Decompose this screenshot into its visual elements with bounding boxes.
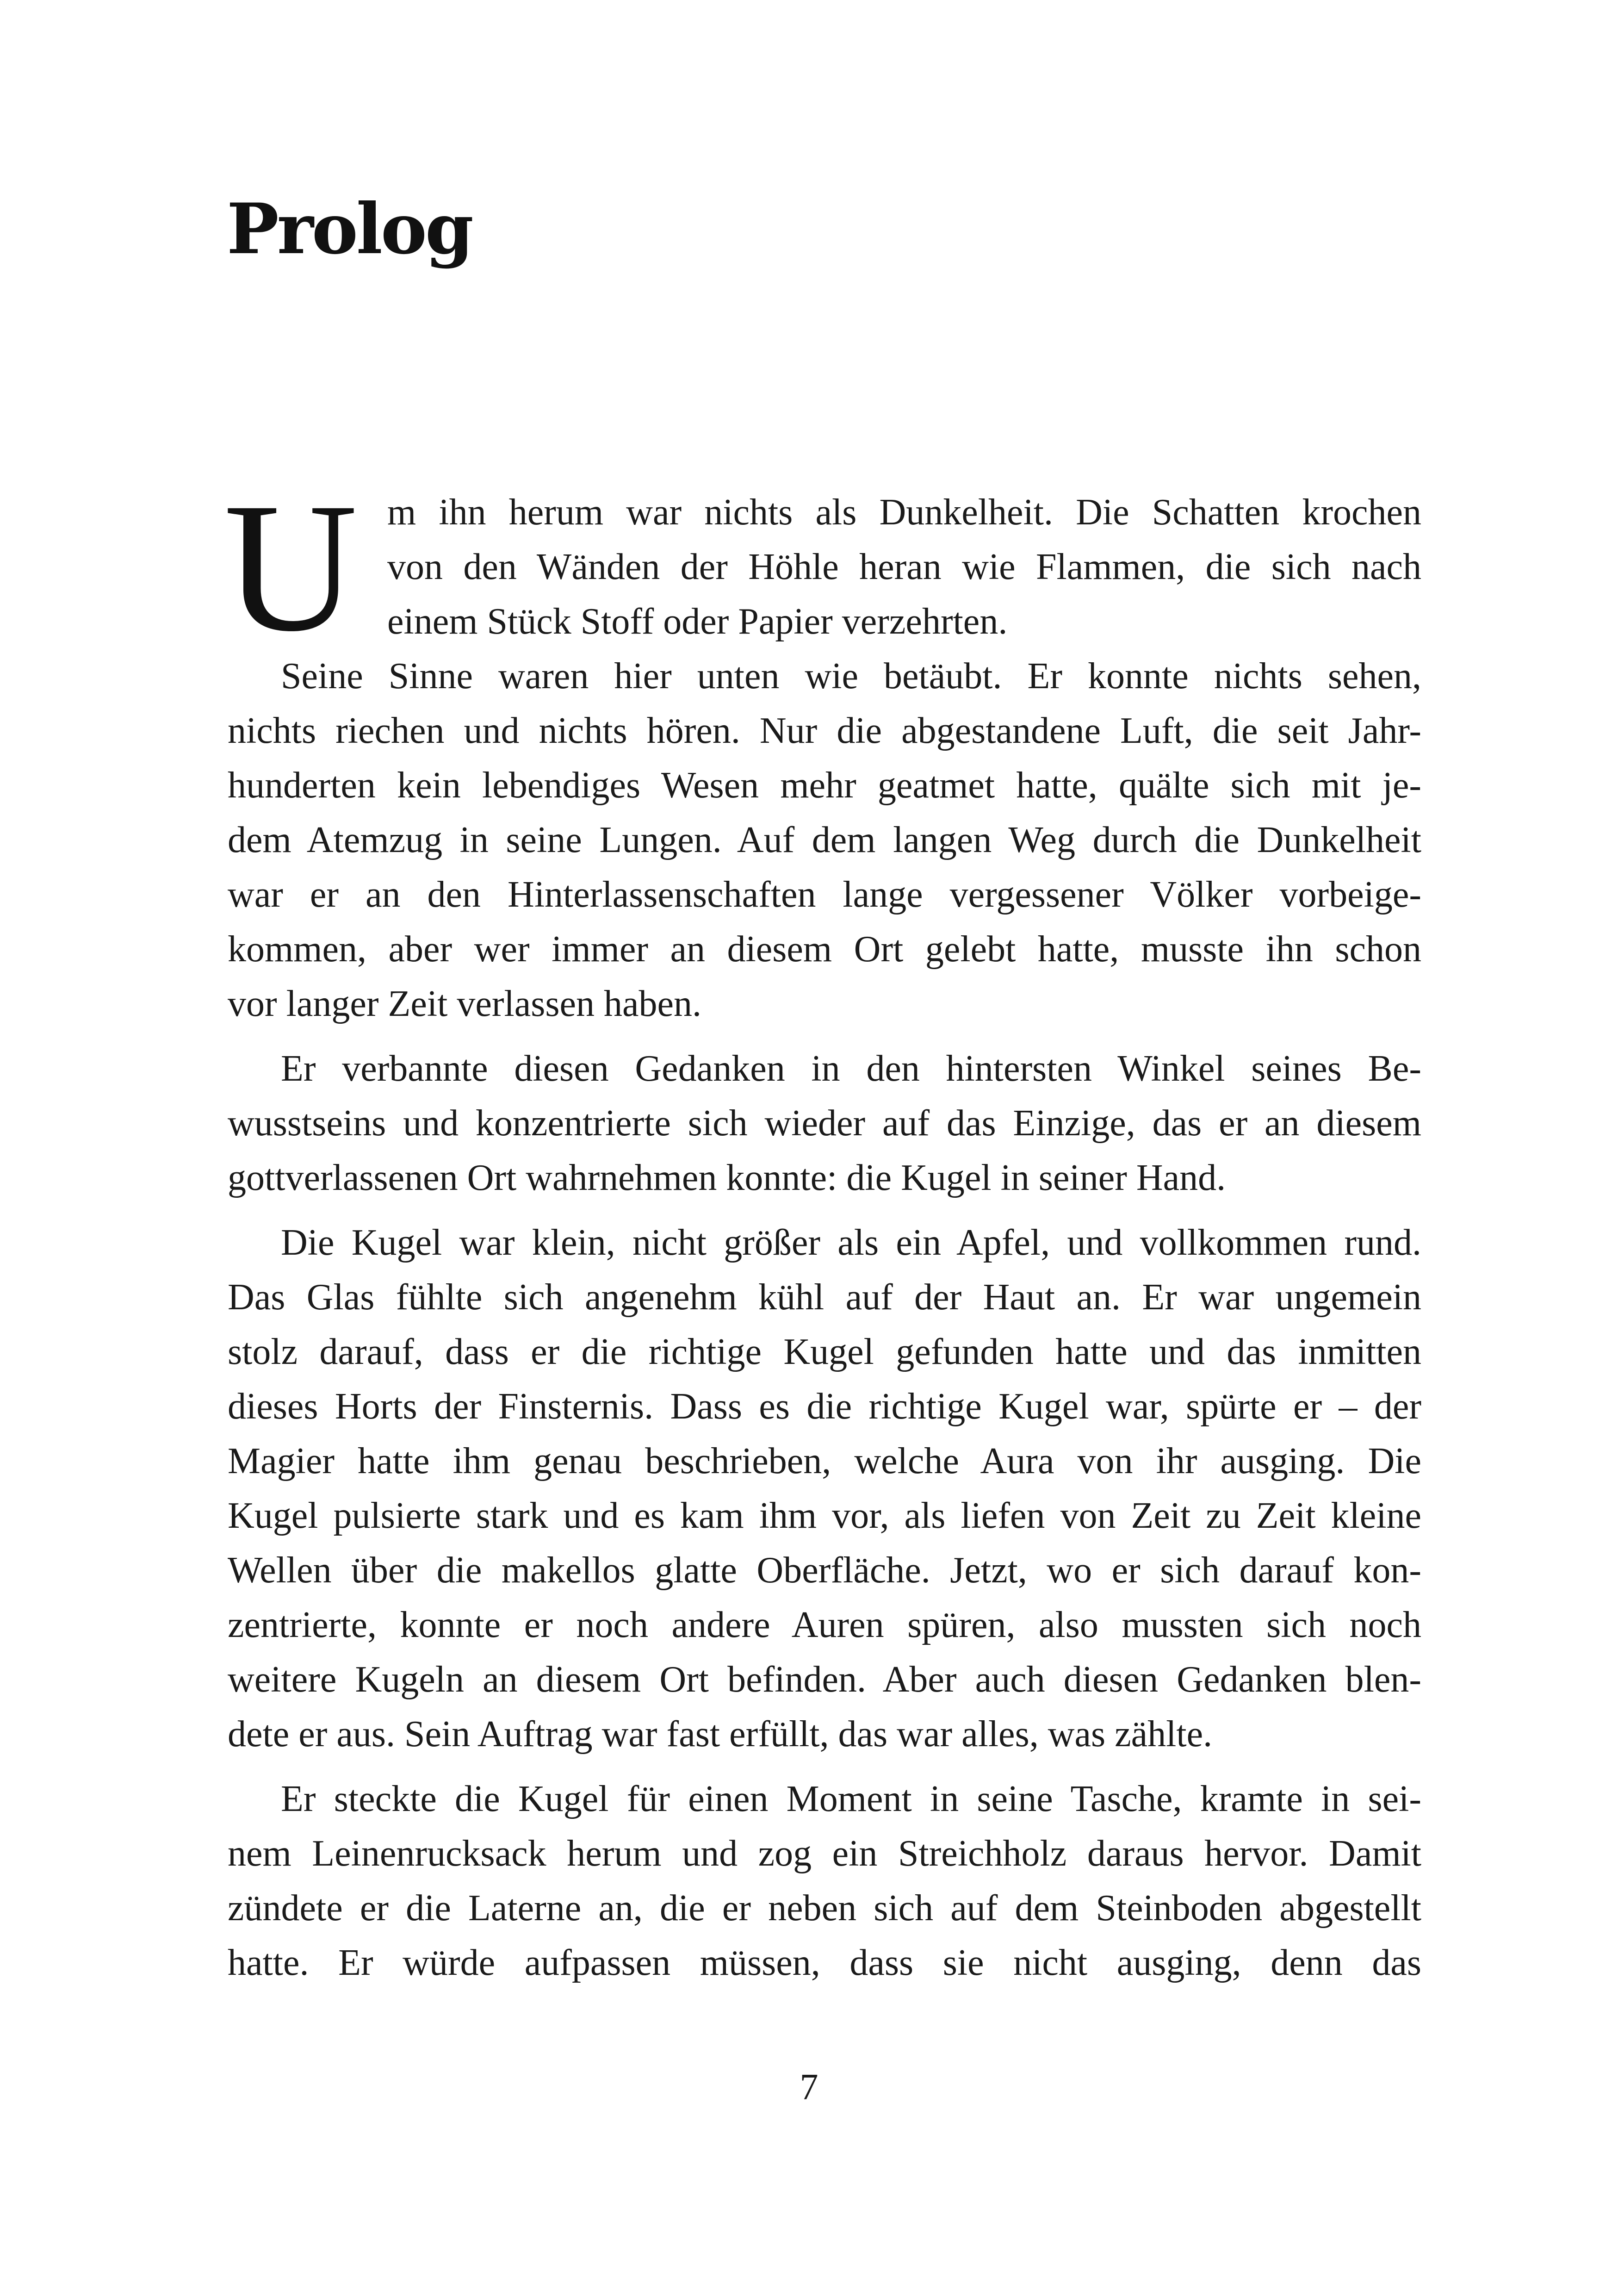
text-line: stolz darauf, dass er die richtige Kugel gefunden hatte und das inmitten: [228, 1332, 1421, 1372]
text-line: nem Leinenrucksack herum und zog ein Streichholz daraus hervor. Damit: [228, 1833, 1421, 1874]
text-line: Er steckte die Kugel für einen Moment in seine Tasche, kramte in sei-: [281, 1779, 1421, 1819]
paragraph-1: [224, 465, 1421, 670]
text-line: dieses Horts der Finsternis. Dass es die richtige Kugel war, spürte er – der: [228, 1386, 1421, 1427]
text-line: dete er aus. Sein Auftrag war fast erfüllt, das war alles, was zählte.: [228, 1714, 1213, 1755]
text-line: hunderten kein lebendiges Wesen mehr geatmet hatte, quälte sich mit je-: [228, 765, 1421, 806]
text-line: gottverlassenen Ort wahrnehmen konnte: die Kugel in seiner Hand.: [228, 1157, 1226, 1198]
text-line: Kugel pulsierte stark und es kam ihm vor, als liefen von Zeit zu Zeit kleine: [228, 1495, 1421, 1536]
text-line: m ihn herum war nichts als Dunkelheit. Die Schatten krochen: [387, 492, 1421, 533]
paragraph-2: [228, 649, 1421, 1031]
body-text: [224, 465, 1421, 1990]
text-line: Magier hatte ihm genau beschrieben, welche Aura von ihr ausging. Die: [228, 1441, 1421, 1481]
text-line: zündete er die Laterne an, die er neben sich auf dem Steinboden abgestellt: [228, 1888, 1421, 1929]
text-line: hatte. Er würde aufpassen müssen, dass sie nicht ausging, denn das: [228, 1942, 1421, 1983]
text-line: nichts riechen und nichts hören. Nur die abgestandene Luft, die seit Jahr-: [228, 710, 1421, 751]
text-line: dem Atemzug in seine Lungen. Auf dem langen Weg durch die Dunkelheit: [228, 820, 1421, 860]
text-line: von den Wänden der Höhle heran wie Flammen, die sich nach: [387, 547, 1421, 587]
text-line: wusstseins und konzentrierte sich wieder auf das Einzige, das er an diesem: [228, 1103, 1421, 1144]
text-line: Das Glas fühlte sich angenehm kühl auf der Haut an. Er war ungemein: [228, 1277, 1421, 1318]
paragraph-4: [228, 1215, 1421, 1761]
paragraph-5: [228, 1772, 1421, 1990]
text-line: war er an den Hinterlassenschaften lange vergessener Völker vorbeige-: [228, 874, 1421, 915]
text-line: einem Stück Stoff oder Papier verzehrten.: [387, 601, 1008, 642]
text-line: Er verbannte diesen Gedanken in den hintersten Winkel seines Be-: [281, 1048, 1421, 1089]
text-line: kommen, aber wer immer an diesem Ort gelebt hatte, musste ihn schon: [228, 929, 1421, 970]
text-line: weitere Kugeln an diesem Ort befinden. Aber auch diesen Gedanken blen-: [228, 1659, 1421, 1700]
text-line: zentrierte, konnte er noch andere Auren spüren, also mussten sich noch: [228, 1605, 1421, 1645]
text-line: vor langer Zeit verlassen haben.: [228, 983, 702, 1024]
text-line: Die Kugel war klein, nicht größer als ein Apfel, und vollkommen rund.: [281, 1222, 1421, 1263]
paragraph-3: [228, 1041, 1421, 1205]
text-line: Seine Sinne waren hier unten wie betäubt. Er konnte nichts sehen,: [281, 656, 1421, 697]
page-number: 7: [800, 2067, 818, 2108]
drop-cap: U: [224, 465, 358, 670]
chapter-title: Prolog: [227, 188, 472, 270]
text-line: Wellen über die makellos glatte Oberfläche. Jetzt, wo er sich darauf kon-: [228, 1550, 1421, 1591]
